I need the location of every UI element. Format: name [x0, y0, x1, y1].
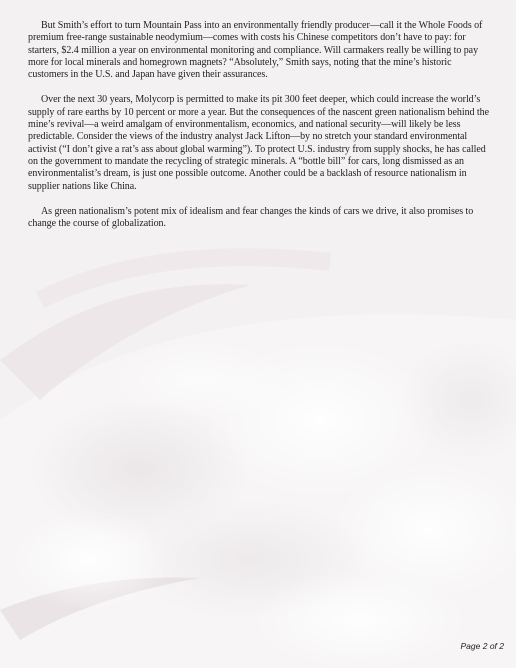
document-body [28, 20, 492, 243]
paragraph: But Smith’s effort to turn Mountain Pass into an environmentally friendly producer—call it the Whole Foods of premium free-range sustainable neodymium—comes with costs his Chinese competitors don’t have to pay: for starters, $2.4 million a year on environmental monitoring and compliance. Will carmakers really be willing to pay more for local minerals and homegrown magnets? “Absolutely,” Smith says, noting that the mine’s historic customers in the U.S. and Japan have given their assurances. [28, 20, 483, 81]
paragraph: Over the next 30 years, Molycorp is permitted to make its pit 300 feet deeper, which could increase the world’s supply of rare earths by 10 percent or more a year. But the consequences of the nascent green nationalism behind the mine’s revival—a weird amalgam of environmentalism, economics, and national security—will likely be less predictable. Consider the views of the industry analyst Jack Lifton—by no stretch your standard environmental activist (“I don’t give a rat’s ass about global warming”). To protect U.S. industry from supply shocks, he has called on the government to mandate the recycling of strategic minerals. A “bottle bill” for cars, long dismissed as an environmentalist’s dream, is just one possible outcome. Another could be a backlash of resource nationalism in supplier nations like China. [28, 94, 489, 192]
paragraph: As green nationalism’s potent mix of idealism and fear changes the kinds of cars we drive, it also promises to change the course of globalization. [28, 205, 474, 230]
page-number: Page 2 of 2 [460, 641, 504, 651]
